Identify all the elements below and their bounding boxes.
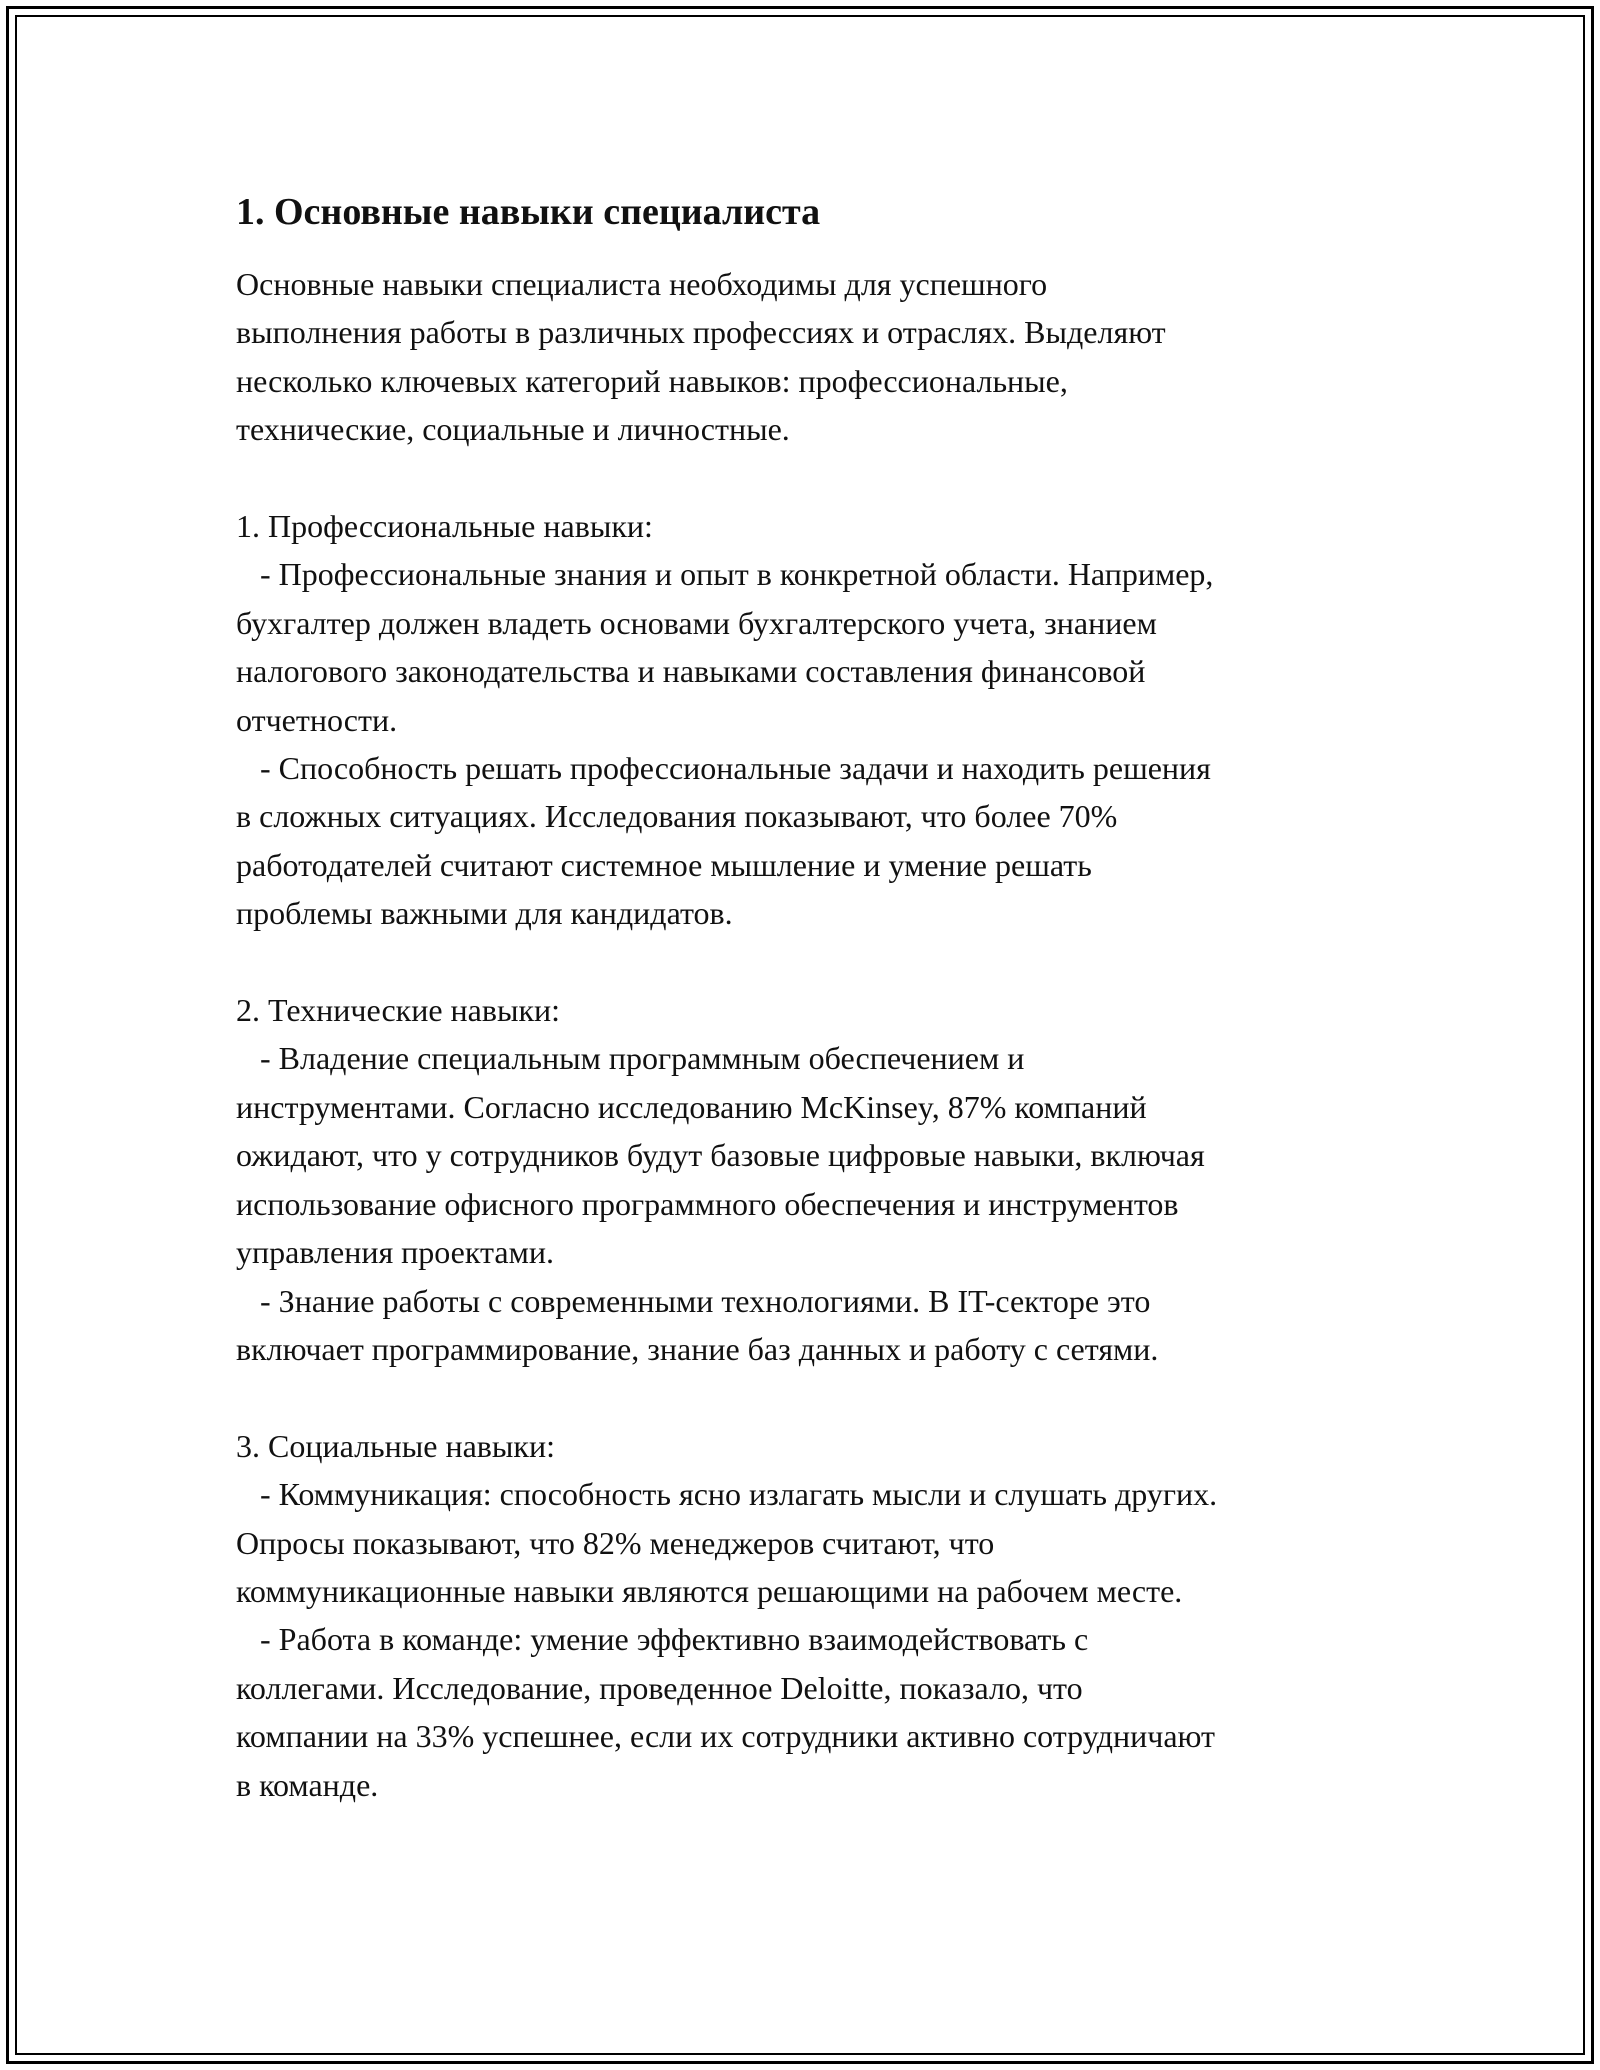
section-heading-professional: 1. Профессиональные навыки: xyxy=(236,508,653,545)
document-title: 1. Основные навыки специалиста xyxy=(236,191,821,233)
document-body xyxy=(236,186,1376,1809)
list-item: - Знание работы с современными технологиями. В IT-секторе это включает программирование, знание баз данных и работу с сетями. xyxy=(236,1282,1159,1367)
section-heading-technical: 2. Технические навыки: xyxy=(236,992,561,1029)
intro-paragraph: Основные навыки специалиста необходимы для успешного выполнения работы в различных профессиях и отраслях. Выделяют несколько ключевых категорий навыков: профессиональные, технические, социальные и личностные. xyxy=(236,266,1166,448)
paragraph-gap xyxy=(236,938,1376,986)
list-item: - Профессиональные знания и опыт в конкретной области. Например, бухгалтер должен владеть основами бухгалтерского учета, знанием налогового законодательства и навыками составления финансовой отчетности. xyxy=(236,556,1214,738)
section-heading-social: 3. Социальные навыки: xyxy=(236,1427,555,1464)
list-item: - Работа в команде: умение эффективно взаимодействовать с коллегами. Исследование, проведенное Deloitte, показало, что компании на 33% успешнее, если их сотрудники активно сотрудничают в команде. xyxy=(236,1621,1215,1803)
paragraph-gap xyxy=(236,454,1376,502)
paragraph-gap xyxy=(236,1373,1376,1421)
list-item: - Владение специальным программным обеспечением и инструментами. Согласно исследованию McKinsey, 87% компаний ожидают, что у сотрудников будут базовые цифровые навыки, включая использование офисного программного обеспечения и инструментов управления проектами. xyxy=(236,1040,1205,1271)
list-item: - Коммуникация: способность ясно излагать мысли и слушать других. Опросы показывают, что 82% менеджеров считают, что коммуникационные навыки являются решающими на рабочем месте. xyxy=(236,1476,1218,1609)
list-item: - Способность решать профессиональные задачи и находить решения в сложных ситуациях. Исследования показывают, что более 70% работодателей считают системное мышление и умение решать проблемы важными для кандидатов. xyxy=(236,750,1211,932)
